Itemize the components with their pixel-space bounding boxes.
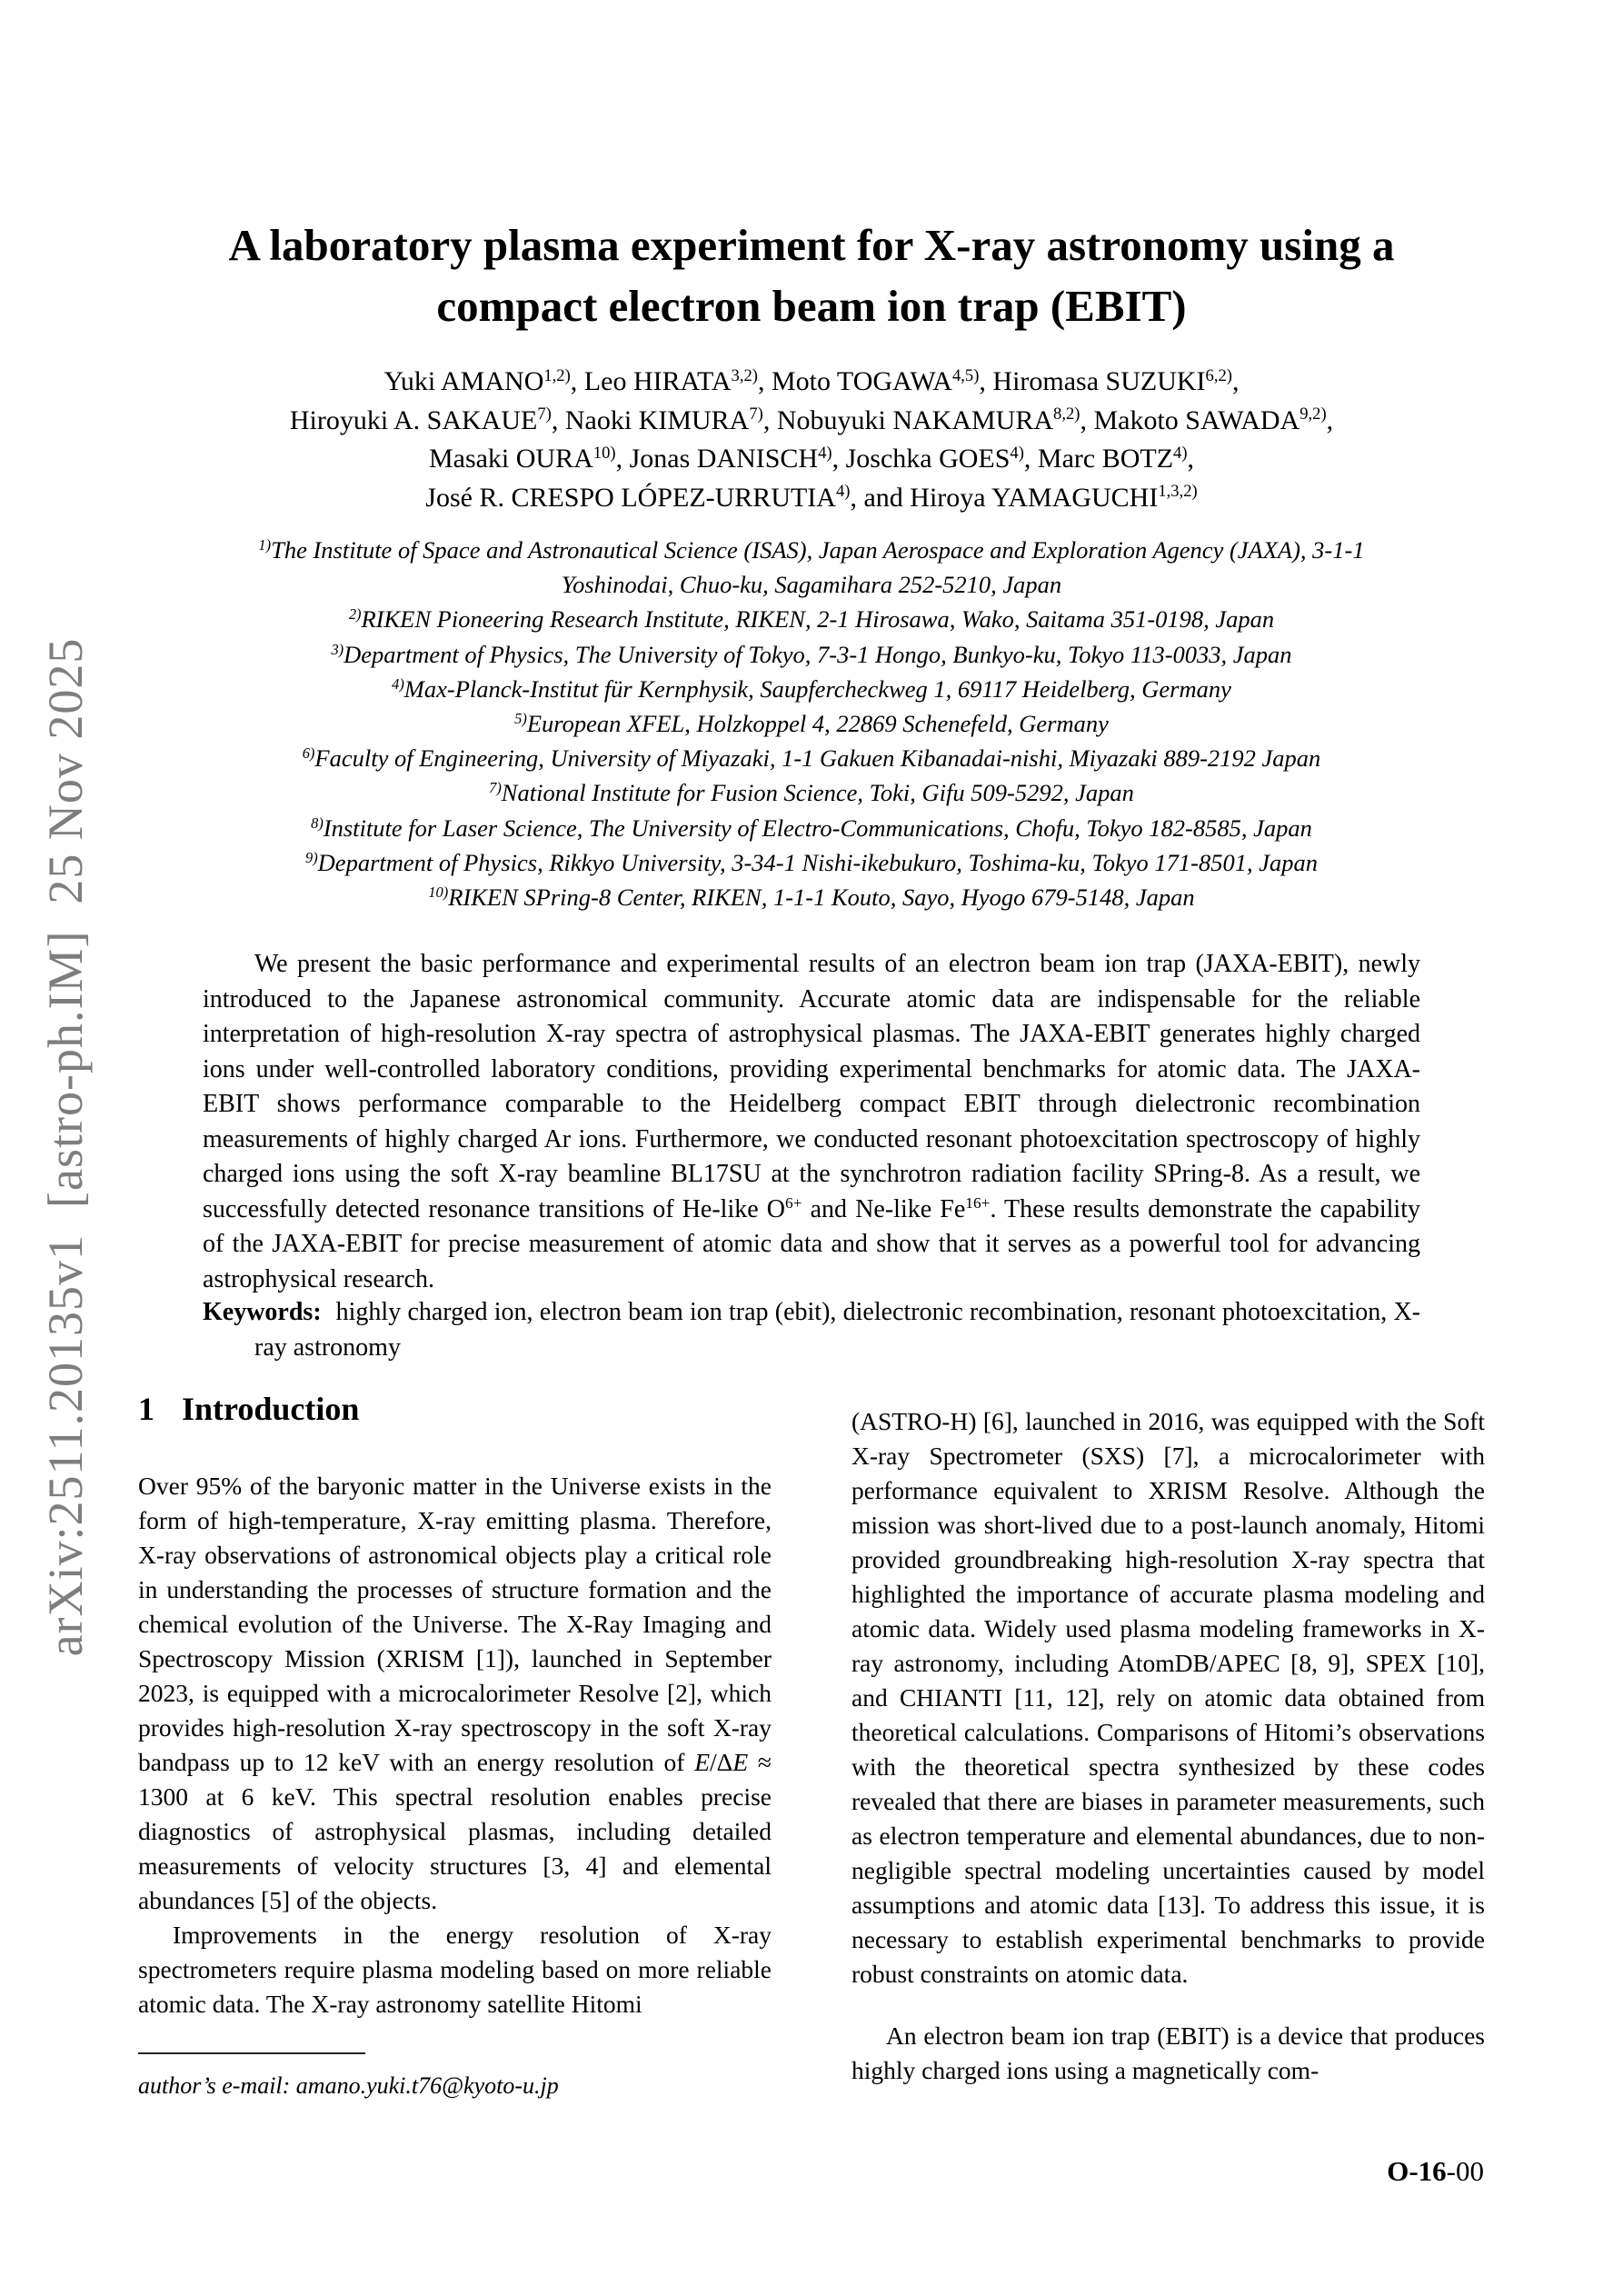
paper-id-rest: -00 [1446, 2155, 1484, 2187]
keywords-text: highly charged ion, electron beam ion trap (ebit), dielectronic recombination, resonant photoexcitation, X-ray astronomy [254, 1298, 1420, 1362]
section-title: Introduction [182, 1391, 360, 1427]
author-line: José R. CRESPO LÓPEZ-URRUTIA$^{4)}$, and Hiroya YAMAGUCHI$^{1,3,2)}$ [425, 482, 1198, 513]
author-line: Yuki AMANO$^{1,2)}$, Leo HIRATA$^{3,2)}$, Moto TOGAWA$^{4,5)}$, Hiromasa SUZUKI$^{6,2)}$, [383, 365, 1240, 396]
keywords-label: Keywords: [203, 1298, 322, 1326]
abstract [203, 947, 1420, 1297]
footnote [138, 2052, 772, 2100]
section-heading [138, 1389, 772, 1429]
footnote-rule [138, 2052, 365, 2054]
affiliation-line: $^{3)}$Department of Physics, The University of Tokyo, 7-3-1 Hongo, Bunkyo-ku, Tokyo 113-0033, Japan [331, 640, 1292, 668]
affiliation-list [0, 533, 1623, 914]
affiliation-line: $^{10)}$RIKEN SPring-8 Center, RIKEN, 1-1-1 Kouto, Sayo, Hyogo 679-5148, Japan [428, 883, 1195, 912]
left-column [138, 1389, 772, 2021]
paper-title [0, 215, 1623, 336]
affiliation-line: $^{7)}$National Institute for Fusion Science, Toki, Gifu 509-5292, Japan [489, 779, 1134, 807]
intro-paragraph-2: Improvements in the energy resolution of X-ray spectrometers require plasma modeling based on more reliable atomic data. The X-ray astronomy satellite Hitomi [138, 1921, 772, 2018]
author-line: Hiroyuki A. SAKAUE$^{7)}$, Naoki KIMURA$^{7)}$, Nobuyuki NAKAMURA$^{8,2)}$, Makoto SAWADA$^{9,2)}$, [289, 404, 1334, 435]
intro-paragraph-4: An electron beam ion trap (EBIT) is a device that produces highly charged ions using a magnetically com- [851, 2021, 1485, 2084]
footnote-email: author’s e-mail: amano.yuki.t76@kyoto-u.jp [138, 2072, 559, 2099]
affiliation-line: $^{4)}$Max-Planck-Institut für Kernphysik, Saupfercheckweg 1, 69117 Heidelberg, Germany [392, 674, 1231, 703]
paper-title-line2: compact electron beam ion trap (EBIT) [436, 281, 1187, 331]
abstract-text: We present the basic performance and experimental results of an electron beam ion trap (JAXA-EBIT), newly introduced to the Japanese astronomical community. Accurate atomic data are indispensable for the reliable interpretation of high-resolution X-ray spectra of astrophysical plasmas. The JAXA-EBIT generates highly charged ions under well-controlled laboratory conditions, providing experimental benchmarks for atomic data. The JAXA-EBIT shows performance comparable to the Heidelberg compact EBIT through dielectronic recombination measurements of highly charged Ar ions. Furthermore, we conducted resonant photoexcitation spectroscopy of highly charged ions using the soft X-ray beamline BL17SU at the synchrotron radiation facility SPring-8. As a result, we successfully detected resonance transitions of He-like $O^{6+}$ and Ne-like $Fe^{16+}$. These results demonstrate the capability of the JAXA-EBIT for precise measurement of atomic data and show that it serves as a powerful tool for advancing astrophysical research. [203, 950, 1420, 1293]
intro-paragraph-3: (ASTRO-H) [6], launched in 2016, was equipped with the Soft X-ray Spectrometer (SXS) [7], a microcalorimeter with performance equivalent to XRISM Resolve. Although the mission was short-lived due to a post-launch anomaly, Hitomi provided groundbreaking high-resolution X-ray spectra that highlighted the importance of accurate plasma modeling and atomic data. Widely used plasma modeling frameworks in X-ray astronomy, including AtomDB/APEC [8, 9], SPEX [10], and CHIANTI [11, 12], rely on atomic data obtained from theoretical calculations. Comparisons of Hitomi’s observations with the theoretical spectra synthesized by these codes revealed that there are biases in parameter measurements, such as electron temperature and elemental abundances, due to non-negligible spectral modeling uncertainties caused by model assumptions and atomic data [13]. To address this issue, it is necessary to establish experimental benchmarks to provide robust constraints on atomic data. [851, 1407, 1485, 1988]
affiliation-line: Yoshinodai, Chuo-ku, Sagamihara 252-5210, Japan [561, 571, 1062, 599]
affiliation-line: $^{6)}$Faculty of Engineering, University of Miyazaki, 1-1 Gakuen Kibanadai-nishi, Miyazaki 889-2192 Japan [302, 744, 1321, 773]
section-number: 1 [138, 1391, 154, 1427]
paper-title-line1: A laboratory plasma experiment for X-ray astronomy using a [228, 220, 1395, 270]
paper-id-bold: O-16 [1387, 2155, 1447, 2187]
intro-paragraph-1: Over 95% of the baryonic matter in the Universe exists in the form of high-temperature, X-ray emitting plasma. Therefore, X-ray observations of astronomical objects play a critical role in understanding the processes of structure formation and the chemical evolution of the Universe. The X-Ray Imaging and Spectroscopy Mission (XRISM [1]), launched in September 2023, is equipped with a microcalorimeter Resolve [2], which provides high-resolution X-ray spectroscopy in the soft X-ray bandpass up to 12 keV with an energy resolution of E/ΔE ≈ 1300 at 6 keV. This spectral resolution enables precise diagnostics of astrophysical plasmas, including detailed measurements of velocity structures [3, 4] and elemental abundances [5] of the objects. [138, 1472, 772, 1914]
affiliation-line: $^{5)}$European XFEL, Holzkoppel 4, 22869 Schenefeld, Germany [514, 709, 1109, 738]
keywords-block [203, 1295, 1420, 1365]
affiliation-line: $^{2)}$RIKEN Pioneering Research Institute, RIKEN, 2-1 Hirosawa, Wako, Saitama 351-0198, Japan [348, 605, 1275, 634]
arxiv-watermark: arXiv:2511.20135v1 [astro-ph.IM] 25 Nov 2025 [38, 637, 93, 1657]
author-line: Masaki OURA$^{10)}$, Jonas DANISCH$^{4)}$, Joschka GOES$^{4)}$, Marc BOTZ$^{4)}$, [428, 443, 1195, 474]
affiliation-line: $^{9)}$Department of Physics, Rikkyo University, 3-34-1 Nishi-ikebukuro, Toshima-ku, Tokyo 171-8501, Japan [304, 848, 1318, 876]
paper-id [1387, 2155, 1484, 2188]
affiliation-line: $^{8)}$Institute for Laser Science, The University of Electro-Communications, Chofu, Tokyo 182-8585, Japan [311, 814, 1312, 842]
author-list [0, 363, 1623, 517]
right-column [851, 1404, 1485, 2088]
affiliation-line: $^{1)}$The Institute of Space and Astronautical Science (ISAS), Japan Aerospace and Exploration Agency (JAXA), 3-1-1 [258, 535, 1365, 564]
